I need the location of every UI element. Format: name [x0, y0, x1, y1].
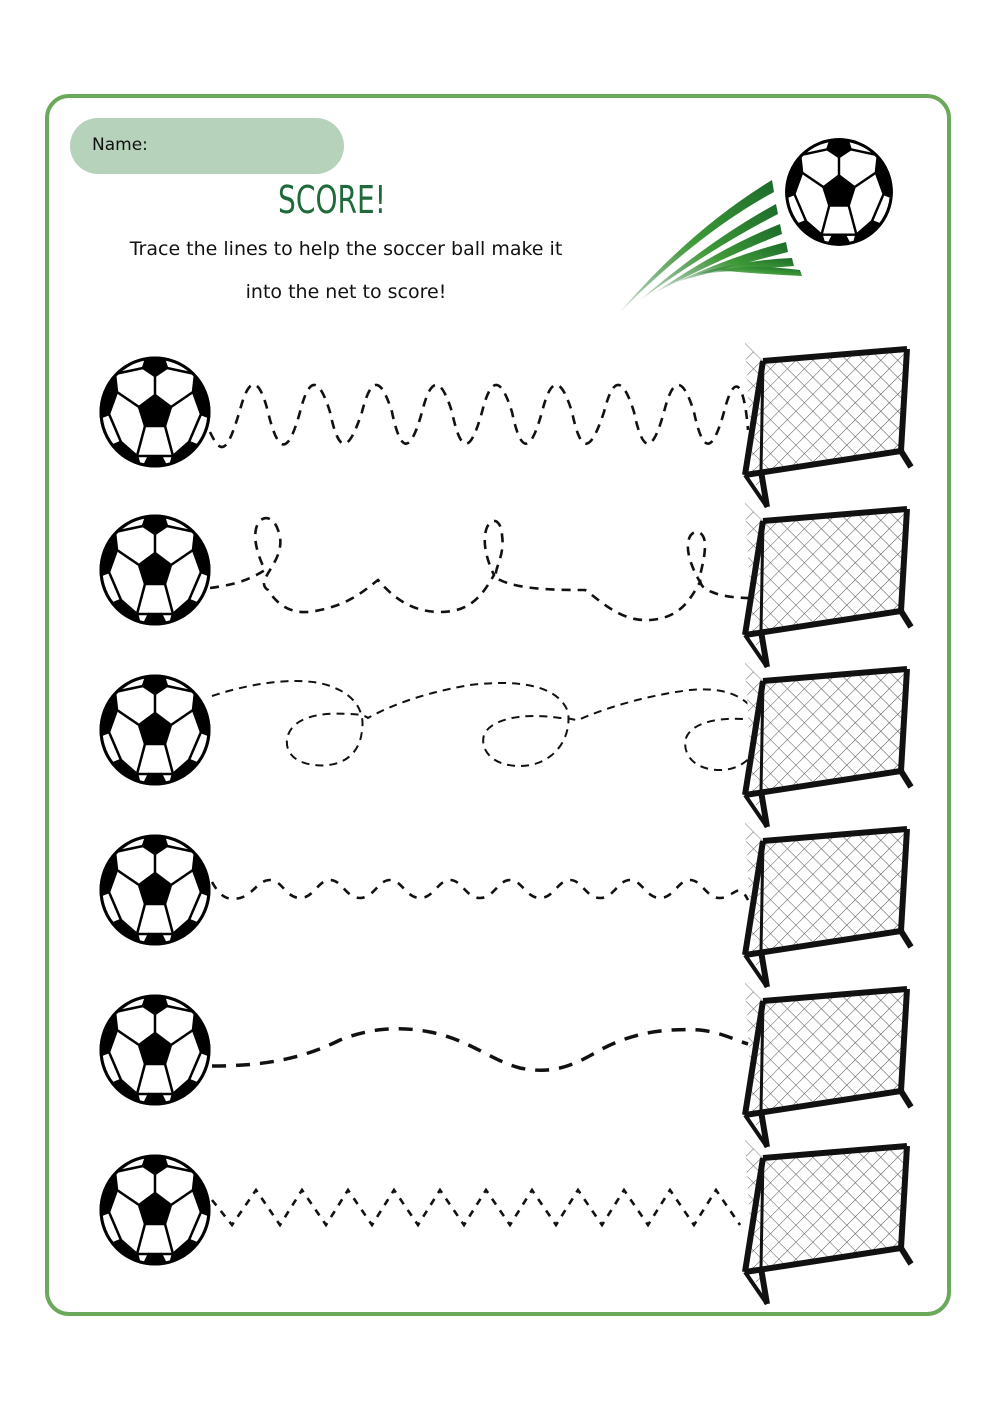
tracing-row-5: [99, 983, 911, 1147]
page-title: SCORE!: [278, 178, 386, 222]
goal-net-icon: [745, 1140, 911, 1304]
trace-path[interactable]: [210, 385, 748, 447]
name-label: Name:: [92, 135, 148, 155]
trace-path[interactable]: [210, 518, 790, 620]
goal-net-icon: [745, 503, 911, 667]
trace-path[interactable]: [212, 681, 761, 770]
tracing-row-1: [99, 343, 911, 507]
trace-path[interactable]: [212, 1190, 740, 1225]
goal-net-icon: [745, 983, 911, 1147]
tracing-row-6: [99, 1140, 911, 1304]
soccer-ball-icon: [785, 138, 894, 249]
trace-path[interactable]: [212, 880, 748, 900]
soccer-ball-icon: [99, 834, 211, 948]
goal-net-icon: [745, 823, 911, 987]
goal-net-icon: [745, 343, 911, 507]
soccer-ball-icon: [99, 356, 211, 470]
instructions-line-1: Trace the lines to help the soccer ball make it: [129, 238, 563, 260]
header-decoration: [620, 138, 893, 312]
tracing-row-3: [99, 663, 911, 827]
motion-swoosh-icon: [620, 180, 802, 312]
tracing-row-4: [99, 823, 911, 987]
soccer-ball-icon: [99, 994, 211, 1108]
soccer-ball-icon: [99, 1154, 211, 1268]
instructions-line-2: into the net to score!: [245, 281, 447, 303]
trace-path[interactable]: [212, 1029, 748, 1071]
goal-net-icon: [745, 663, 911, 827]
tracing-row-2: [99, 503, 911, 667]
soccer-ball-icon: [99, 514, 211, 628]
soccer-ball-icon: [99, 674, 211, 788]
